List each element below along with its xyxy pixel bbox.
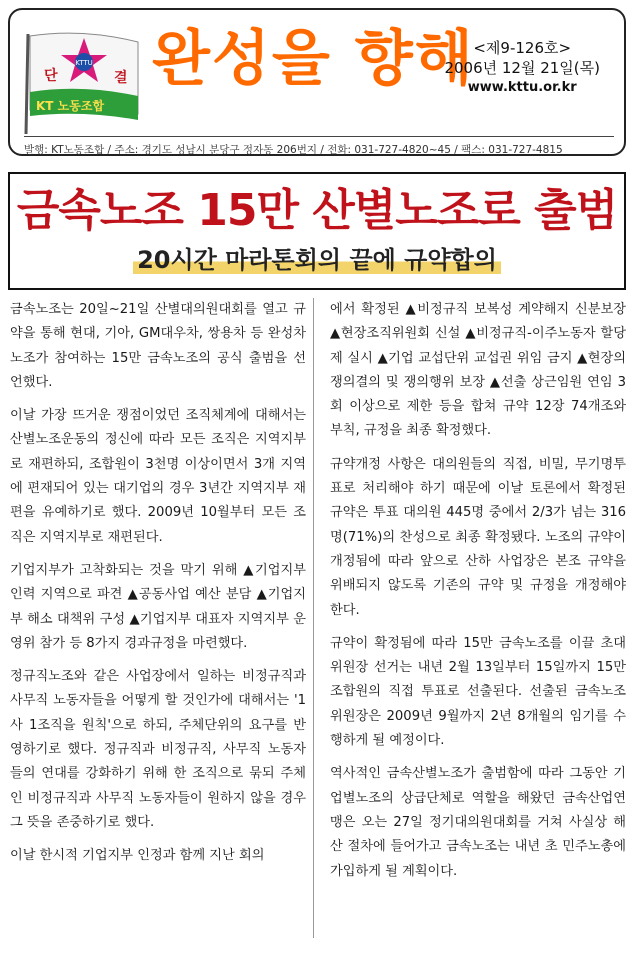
kttu-flag-logo [22,30,142,136]
paragraph: 에서 확정된 ▲비정규직 보복성 계약해지 신분보장 ▲현장조직위원회 신설 ▲비정규직-이주노동자 할당제 실시 ▲기업 교섭단위 교섭권 위임 금지 ▲현장의 쟁의결의 및 쟁의행위 보장 ▲선출 상근임원 연임 3회 이상으로 제한 등을 합쳐 규약 12장 74개조와 부칙, 규정을 최종 확정했다. [330,302,626,439]
flag-kttu-text: KTTU [75,59,93,67]
right-column [330,298,626,893]
paragraph: 기업지부가 고착화되는 것을 막기 위해 ▲기업지부 인력 지역으로 파견 ▲공동사업 예산 분담 ▲기업지부 해소 대책위 구성 ▲기업지부 대표자 지역지부 운영위 참가 등 8가지 경과규정을 마련했다. [10,562,306,651]
paragraph: 이날 한시적 기업지부 인정과 함께 지난 회의 [10,848,265,864]
paragraph: 역사적인 금속산별노조가 출범함에 따라 그동안 기업별노조의 상급단체로 역할을 해왔던 금속산업연맹은 오는 27일 정기대의원대회를 거쳐 사실상 해산 절차에 들어가고 금속노조는 내년 초 민주노총에 가입하게 될 계획이다. [330,766,626,879]
article-subhead [10,242,624,278]
flag-char-1: 단 [44,68,58,84]
website-url[interactable]: www.kttu.or.kr [467,80,577,95]
issue-date: 2006년 12월 21일(목) [444,59,600,77]
article-headline: 금속노조 15만 산별노조로 출범 [16,185,618,236]
paragraph: 이날 가장 뜨거운 쟁점이었던 조직체계에 대해서는 산별노조운동의 정신에 따라 모든 조직은 지역지부로 재편하되, 조합원이 3천명 이상이면서 3개 지역에 편재되어 있는 대기업의 경우 3년간 지역지부 재편을 유예하기로 했다. 2009년 10월부터 모든 조직은 지역지부로 재편된다. [10,408,306,545]
masthead [8,8,626,156]
paragraph: 규약이 확정됨에 따라 15만 금속노조를 이끌 초대 위원장 선거는 내년 2월 13일부터 15일까지 15만 조합원의 직접 투표로 선출된다. 선출된 금속노조 위원장은 2009년 9월까지 2년 8개월의 임기를 수행하게 될 예정이다. [330,635,626,749]
flag-band-text: KT 노동조합 [36,99,105,113]
headline-box [8,172,626,290]
issue-number: <제9-126호> [473,39,572,57]
flag-char-2: 결 [114,70,128,86]
left-column [10,298,306,878]
newspaper-title: 완성을 향해 [152,24,475,94]
paragraph: 규약개정 사항은 대의원들의 직접, 비밀, 무기명투표로 처리해야 하기 때문에 이날 토론에서 확정된 규약은 투표 대의원 445명 중에서 2/3가 넘는 316명(71%)의 찬성으로 최종 확정됐다. 노조의 규약이 개정됨에 따라 앞으로 산하 사업장은 본조 규약을 위배되지 않도록 기존의 규약 및 규정을 개정해야 한다. [330,456,626,618]
subhead-text: 20시간 마라톤회의 끝에 규약합의 [133,246,501,274]
paragraph: 금속노조는 20일~21일 산별대의원대회를 열고 규약을 통해 현대, 기아, GM대우차, 쌍용차 등 완성차 노조가 참여하는 15만 금속노조의 공식 출범을 선언했다. [10,302,306,390]
paragraph: 정규직노조와 같은 사업장에서 일하는 비정규직과 사무직 노동자들을 어떻게 할 것인가에 대해서는 '1사 1조직을 원칙'으로 하되, 주체단위의 요구를 반영하기로 했다. 정규직과 비정규직, 사무직 노동자들의 연대를 강화하기 위해 한 조직으로 묶되 주체인 비정규직과 사무직 노동자들이 원하지 않을 경우 그 뜻을 존중하기로 했다. [10,669,306,830]
publisher-line: 발행: KT노동조합 / 주소: 경기도 성남시 분당구 정자동 206번지 / 전화: 031-727-4820~45 / 팩스: 031-727-4815 [24,136,614,157]
column-divider [313,298,314,938]
issue-info [444,38,600,98]
